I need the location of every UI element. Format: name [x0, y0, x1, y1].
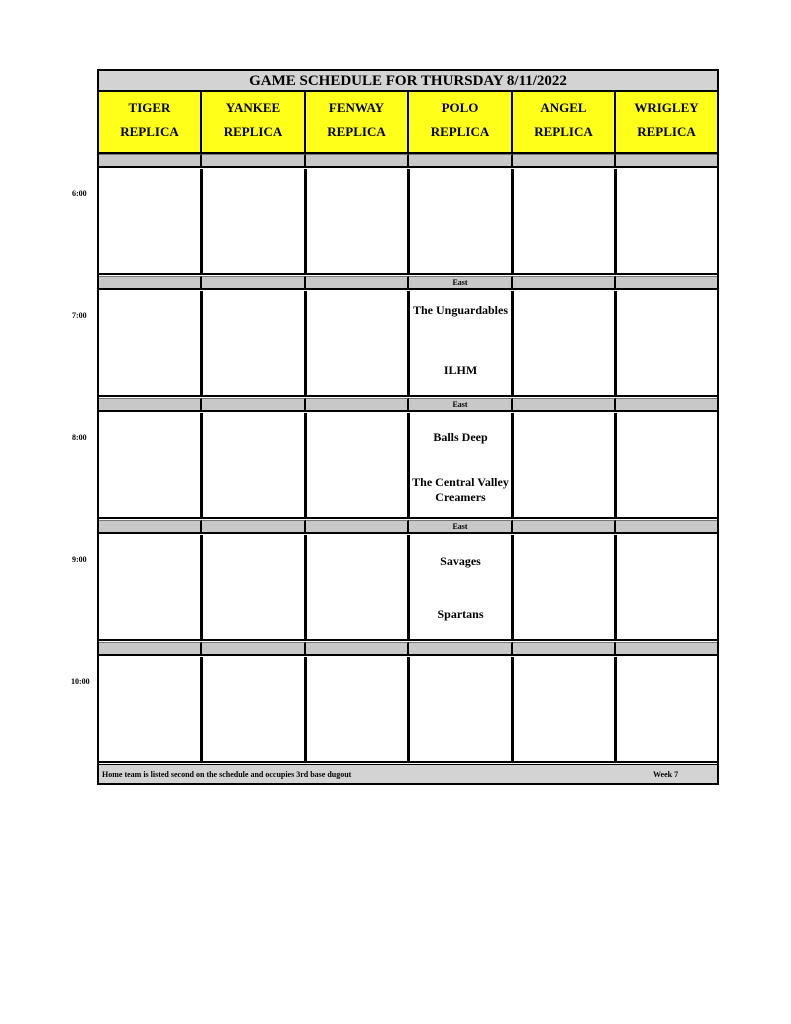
- dugout-band: [409, 642, 513, 656]
- dugout-band: [306, 398, 409, 412]
- dugout-band: [99, 276, 202, 290]
- field-name: WRIGLEY: [634, 100, 699, 115]
- footer-note: Home team is listed second on the schedule and occupies 3rd base dugout: [102, 770, 352, 779]
- game-cell: [616, 291, 717, 397]
- time-label: 10:00: [71, 677, 90, 686]
- field-header-angel: [513, 92, 616, 154]
- home-team: ILHM: [443, 363, 478, 377]
- visitor-team: Balls Deep: [433, 430, 488, 444]
- field-name: FENWAY: [328, 100, 385, 115]
- dugout-band: [616, 642, 717, 656]
- dugout-band: [202, 642, 306, 656]
- field-type: REPLICA: [430, 124, 490, 139]
- game-cell: [513, 169, 616, 275]
- time-label: 9:00: [72, 555, 87, 564]
- dugout-band: [202, 276, 306, 290]
- game-cell: [99, 657, 202, 763]
- game-cell: [306, 535, 409, 641]
- game-cell: [306, 657, 409, 763]
- dugout-band: [409, 154, 513, 168]
- field-header-fenway: [306, 92, 409, 154]
- dugout-band: [616, 520, 717, 534]
- game-cell: [306, 413, 409, 519]
- game-cell: [409, 169, 513, 275]
- dugout-band: [202, 520, 306, 534]
- field-type: REPLICA: [120, 124, 179, 139]
- field-type: REPLICA: [534, 124, 593, 139]
- dugout-band: [513, 154, 616, 168]
- dugout-band: [616, 154, 717, 168]
- game-cell: [99, 291, 202, 397]
- dugout-band: [306, 154, 409, 168]
- dugout-band: [306, 276, 409, 290]
- game-cell: [409, 413, 513, 519]
- game-cell: [513, 413, 616, 519]
- game-cell: [202, 535, 306, 641]
- field-name: TIGER: [128, 100, 171, 115]
- week-label: Week 7: [653, 770, 679, 779]
- game-cell: [616, 657, 717, 763]
- game-cell: [616, 169, 717, 275]
- field-name: POLO: [441, 100, 479, 115]
- field-type: REPLICA: [637, 124, 696, 139]
- game-cell: [409, 535, 513, 641]
- field-name: YANKEE: [225, 100, 281, 115]
- dugout-band: [513, 520, 616, 534]
- field-header-yankee: [202, 92, 306, 154]
- game-cell: [513, 291, 616, 397]
- game-cell: [202, 413, 306, 519]
- game-cell: [616, 413, 717, 519]
- dugout-band: [616, 398, 717, 412]
- dugout-band: [616, 276, 717, 290]
- visitor-team: Savages: [440, 554, 481, 568]
- dugout-band: [513, 398, 616, 412]
- dugout-band: [306, 642, 409, 656]
- dugout-band: [99, 154, 202, 168]
- game-cell: [99, 413, 202, 519]
- field-header-wrigley: [616, 92, 717, 154]
- game-cell: [99, 535, 202, 641]
- game-cell: [409, 291, 513, 397]
- schedule-sheet: [97, 69, 719, 785]
- dugout-band: [513, 276, 616, 290]
- game-cell: [99, 169, 202, 275]
- field-header-tiger: [99, 92, 202, 154]
- dugout-band: [202, 154, 306, 168]
- dugout-band: East: [409, 276, 513, 290]
- field-header-polo: [409, 92, 513, 154]
- field-type: REPLICA: [223, 124, 283, 139]
- field-name: ANGEL: [540, 100, 587, 115]
- home-team: Spartans: [437, 607, 484, 621]
- game-cell: [616, 535, 717, 641]
- dugout-band: [513, 642, 616, 656]
- dugout-band: [202, 398, 306, 412]
- game-cell: [513, 657, 616, 763]
- game-cell: [409, 657, 513, 763]
- dugout-band: East: [409, 520, 513, 534]
- game-cell: [513, 535, 616, 641]
- home-team: The Central Valley Creamers: [412, 475, 509, 504]
- game-cell: [306, 169, 409, 275]
- dugout-band: [99, 520, 202, 534]
- time-label: 6:00: [72, 189, 87, 198]
- dugout-band: [99, 398, 202, 412]
- dugout-band: East: [409, 398, 513, 412]
- visitor-team: The Unguardables: [412, 303, 509, 317]
- schedule-footer: [99, 764, 717, 783]
- game-cell: [202, 291, 306, 397]
- time-label: 7:00: [72, 311, 87, 320]
- dugout-band: [99, 642, 202, 656]
- time-label: 8:00: [72, 433, 87, 442]
- game-cell: [306, 291, 409, 397]
- game-cell: [202, 657, 306, 763]
- dugout-band: [306, 520, 409, 534]
- schedule-title: GAME SCHEDULE FOR THURSDAY 8/11/2022: [99, 71, 717, 92]
- game-cell: [202, 169, 306, 275]
- field-type: REPLICA: [327, 124, 386, 139]
